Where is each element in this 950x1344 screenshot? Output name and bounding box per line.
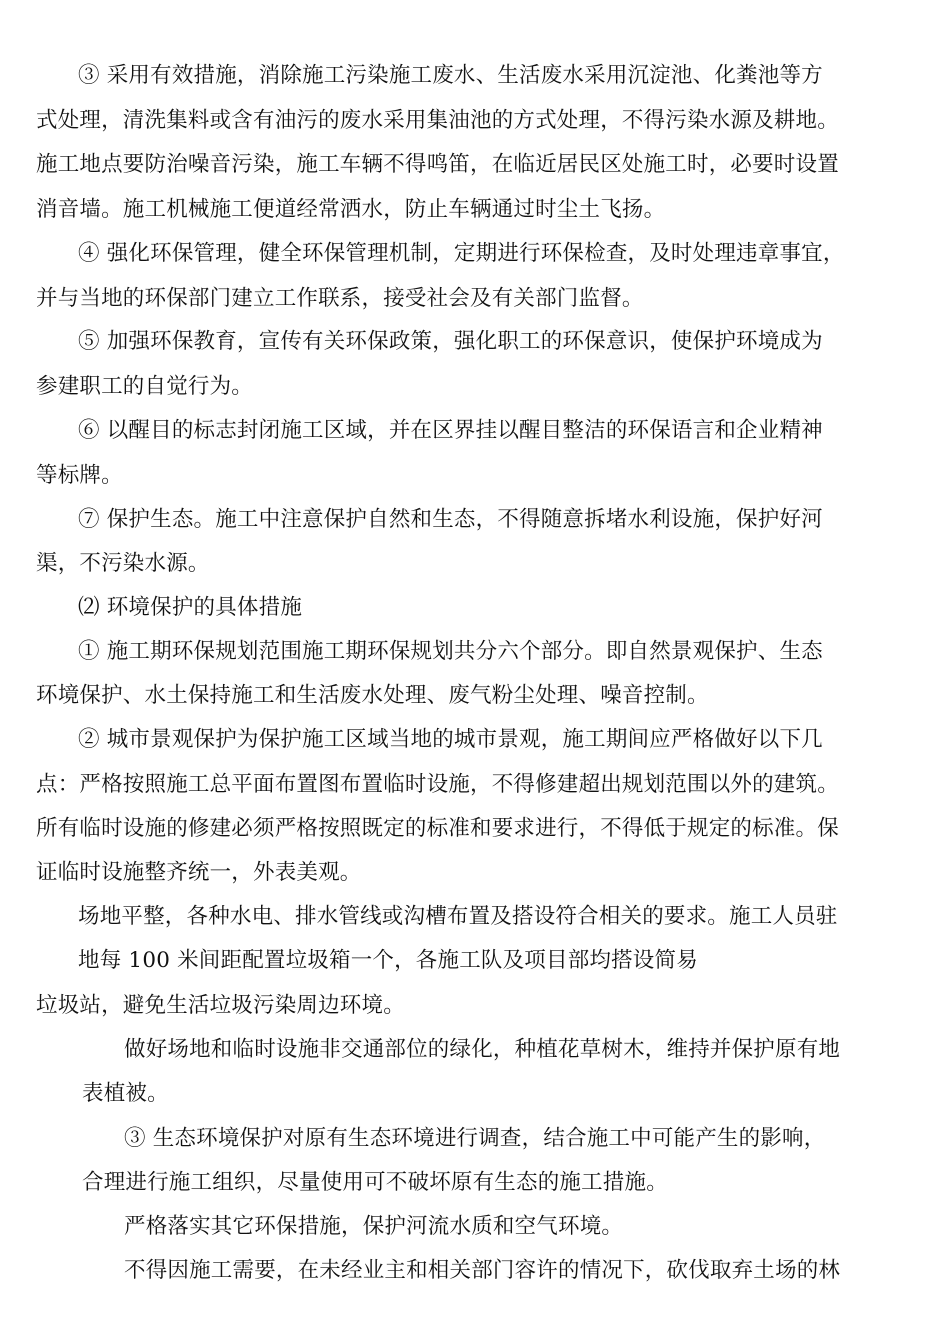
text-line: ② 城市景观保护为保护施工区域当地的城市景观，施工期间应严格做好以下几: [78, 727, 823, 752]
text-line: 证临时设施整齐统一，外表美观。: [36, 860, 362, 885]
text-line: 渠，不污染水源。: [36, 551, 210, 576]
text-line: 场地平整，各种水电、排水管线或沟槽布置及搭设符合相关的要求。施工人员驻: [78, 904, 838, 929]
text-line: 垃圾站，避免生活垃圾污染周边环境。: [36, 993, 405, 1018]
text-line: 合理进行施工组织，尽量使用可不破坏原有生态的施工措施。: [82, 1170, 668, 1195]
text-line: 点：严格按照施工总平面布置图布置临时设施，不得修建超出规划范围以外的建筑。: [36, 772, 839, 797]
text-line: ③ 生态环境保护对原有生态环境进行调查，结合施工中可能产生的影响，: [124, 1126, 826, 1151]
text-line: 严格落实其它环保措施，保护河流水质和空气环境。: [124, 1214, 624, 1239]
text-line: 等标牌。: [36, 463, 123, 488]
text-line: 表植被。: [82, 1081, 169, 1106]
text-line: ③ 采用有效措施，消除施工污染施工废水、生活废水采用沉淀池、化粪池等方: [78, 63, 823, 88]
text-line: 所有临时设施的修建必须严格按照既定的标准和要求进行，不得低于规定的标准。保: [36, 816, 839, 841]
text-line: 消音墙。施工机械施工便道经常洒水，防止车辆通过时尘土飞扬。: [36, 197, 666, 222]
text-line: ① 施工期环保规划范围施工期环保规划共分六个部分。即自然景观保护、生态: [78, 639, 823, 664]
text-line: 施工地点要防治噪音污染，施工车辆不得鸣笛，在临近居民区处施工时，必要时设置: [36, 152, 839, 177]
text-line: 做好场地和临时设施非交通部位的绿化，种植花草树木，维持并保护原有地: [124, 1037, 841, 1062]
text-line: ⑥ 以醒目的标志封闭施工区域，并在区界挂以醒目整洁的环保语言和企业精神: [78, 418, 823, 443]
text-line: ⑤ 加强环保教育，宣传有关环保政策，强化职工的环保意识，使保护环境成为: [78, 329, 823, 354]
text-line: 环境保护、水土保持施工和生活废水处理、废气粉尘处理、噪音控制。: [36, 683, 709, 708]
text-line: 并与当地的环保部门建立工作联系，接受社会及有关部门监督。: [36, 286, 644, 311]
text-line: 参建职工的自觉行为。: [36, 374, 254, 399]
text-line: 地每 100 米间距配置垃圾箱一个，各施工队及项目部均搭设简易: [78, 948, 698, 973]
text-line: ⑦ 保护生态。施工中注意保护自然和生态，不得随意拆堵水利设施，保护好河: [78, 507, 823, 532]
text-line: 式处理，清洗集料或含有油污的废水采用集油池的方式处理，不得污染水源及耕地。: [36, 108, 839, 133]
text-line: 不得因施工需要，在未经业主和相关部门容许的情况下，砍伐取弃土场的林: [124, 1258, 841, 1283]
section-heading: ⑵ 环境保护的具体措施: [78, 595, 303, 620]
text-line: ④ 强化环保管理，健全环保管理机制，定期进行环保检查，及时处理违章事宜，: [78, 241, 845, 266]
